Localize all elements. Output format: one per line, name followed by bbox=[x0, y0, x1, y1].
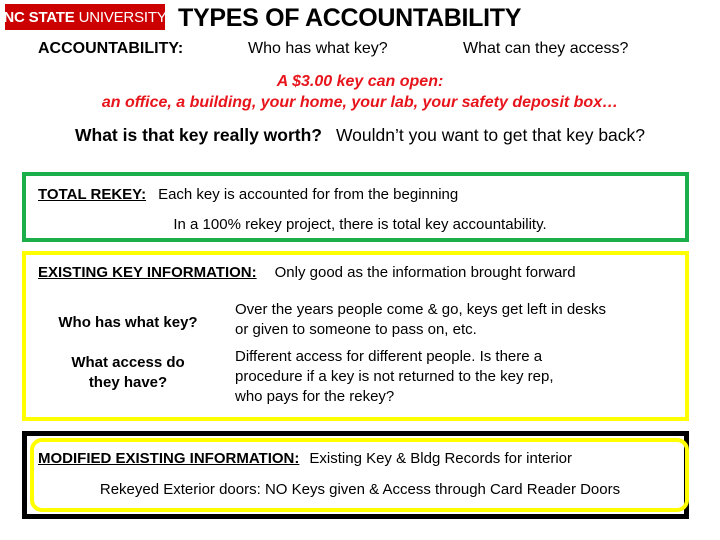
key-worth-question: What is that key really worth? bbox=[74, 125, 322, 145]
question-line: Who has what key? bbox=[58, 314, 198, 331]
answer-line: or given to someone to pass on, etc. bbox=[235, 321, 477, 338]
key-worth-followup: Wouldn’t you want to get that key back? bbox=[335, 125, 646, 145]
existing-row-2-question bbox=[38, 353, 218, 393]
key-worth-line bbox=[0, 125, 720, 146]
existing-key-info-header bbox=[38, 264, 576, 281]
logo-bold-text: NC STATE bbox=[3, 8, 75, 26]
page-title: TYPES OF ACCOUNTABILITY bbox=[178, 4, 522, 32]
answer-line: procedure if a key is not returned to the key rep, bbox=[235, 368, 554, 385]
existing-row-1-answer bbox=[235, 300, 606, 340]
question-line: What access do bbox=[71, 354, 185, 371]
total-rekey-header bbox=[38, 186, 458, 203]
question-line: they have? bbox=[88, 374, 168, 391]
existing-key-info-description: Only good as the information brought forward bbox=[274, 264, 576, 281]
existing-row-2-answer bbox=[235, 347, 554, 407]
total-rekey-description: Each key is accounted for from the beginning bbox=[158, 186, 459, 203]
key-value-line-1: A $3.00 key can open: bbox=[276, 73, 444, 90]
existing-key-info-heading: EXISTING KEY INFORMATION: bbox=[38, 264, 257, 281]
accountability-label: ACCOUNTABILITY: bbox=[38, 40, 184, 57]
total-rekey-detail: In a 100% rekey project, there is total key accountability. bbox=[173, 216, 547, 233]
key-value-line-2: an office, a building, your home, your lab, your safety deposit box… bbox=[101, 94, 619, 111]
existing-row-1-question bbox=[38, 313, 218, 333]
answer-line: who pays for the rekey? bbox=[235, 388, 395, 405]
accountability-question-who: Who has what key? bbox=[248, 40, 388, 57]
total-rekey-heading: TOTAL REKEY: bbox=[38, 186, 147, 203]
accountability-question-access: What can they access? bbox=[463, 40, 629, 57]
answer-line: Over the years people come & go, keys get left in desks bbox=[235, 301, 607, 318]
modified-info-description: Existing Key & Bldg Records for interior bbox=[309, 450, 573, 467]
modified-info-header bbox=[38, 450, 572, 467]
modified-info-detail: Rekeyed Exterior doors: NO Keys given & Access through Card Reader Doors bbox=[99, 481, 621, 498]
logo-regular-text: UNIVERSITY bbox=[78, 8, 167, 26]
answer-line: Different access for different people. Is there a bbox=[235, 348, 543, 365]
nc-state-university-logo bbox=[5, 4, 165, 30]
modified-info-heading: MODIFIED EXISTING INFORMATION: bbox=[38, 450, 300, 467]
